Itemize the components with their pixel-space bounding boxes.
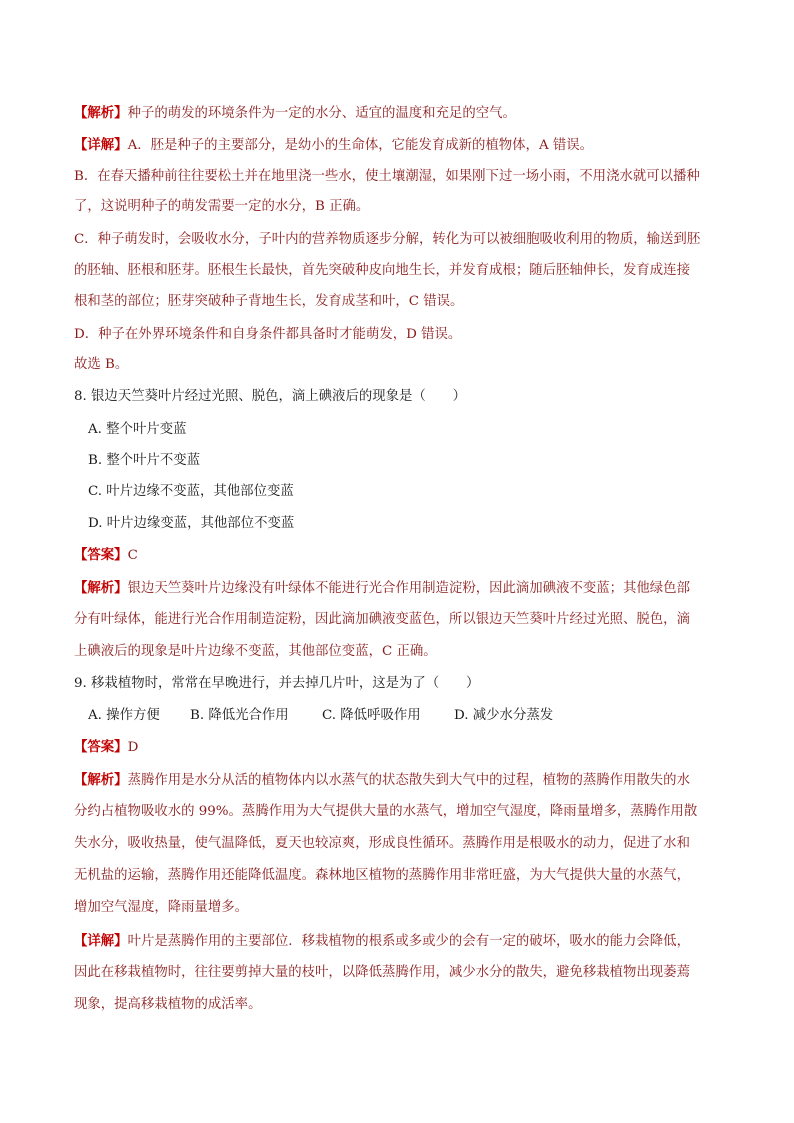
q8-option-d: D. 叶片边缘变蓝，其他部位不变蓝: [88, 516, 295, 531]
q8-answer-line: 【答案】C: [74, 547, 138, 563]
analysis-text: 无机盐的运输，蒸腾作用还能降低温度。森林地区植物的蒸腾作用非常旺盛，为大气提供大量的水蒸气，: [74, 868, 690, 883]
q8-option-b: B. 整个叶片不变蓝: [88, 453, 201, 468]
detail-text: B．在春天播种前往往要松土并在地里浇一些水，使土壤潮湿，如果刚下过一场小雨，不用浇水就可以播种: [74, 169, 700, 184]
q9-option-b: B. 降低光合作用: [190, 708, 289, 723]
tag-detail: 【详解】: [74, 137, 128, 153]
analysis-text: 上碘液后的现象是叶片边缘不变蓝，其他部位变蓝，C 正确。: [74, 644, 437, 659]
tag-analysis: 【解析】: [74, 580, 128, 596]
detail-text: D．种子在外界环境条件和自身条件都具备时才能萌发，D 错误。: [74, 327, 462, 342]
q8-option-a: A. 整个叶片变蓝: [88, 422, 187, 437]
tag-answer: 【答案】: [74, 739, 128, 755]
tag-answer: 【答案】: [74, 547, 128, 563]
detail-line: 【详解】A．胚是种子的主要部分，是幼小的生命体，它能发育成新的植物体，A 错误。: [74, 137, 594, 153]
q9-answer-line: 【答案】D: [74, 739, 139, 755]
detail-text: 的胚轴、胚根和胚芽。胚根生长最快，首先突破种皮向地生长，并发育成根；随后胚轴伸长，发育成连接: [74, 263, 690, 278]
q9-analysis-line: 【解析】蒸腾作用是水分从活的植物体内以水蒸气的状态散失到大气中的过程，植物的蒸腾作用散失的水: [74, 772, 690, 788]
q9-option-c: C. 降低呼吸作用: [322, 708, 421, 723]
analysis-line: 【解析】种子的萌发的环境条件为一定的水分、适宜的温度和充足的空气。: [74, 105, 516, 121]
tag-detail: 【详解】: [74, 933, 128, 949]
tag-analysis: 【解析】: [74, 772, 128, 788]
q9-option-a: A. 操作方便: [88, 708, 160, 723]
detail-text: 因此在移栽植物时，往往要剪掉大量的枝叶，以降低蒸腾作用，减少水分的散失，避免移栽植物出现萎蔫: [74, 965, 690, 980]
tag-analysis: 【解析】: [74, 105, 128, 121]
q8-analysis-line: 【解析】银边天竺葵叶片边缘没有叶绿体不能进行光合作用制造淀粉，因此滴加碘液不变蓝；其他绿色部: [74, 580, 690, 596]
q8-option-c: C. 叶片边缘不变蓝，其他部位变蓝: [88, 484, 294, 499]
detail-text: 根和茎的部位；胚芽突破种子背地生长，发育成茎和叶，C 错误。: [74, 294, 464, 309]
detail-text: 了，这说明种子的萌发需要一定的水分，B 正确。: [74, 199, 370, 214]
question-8-stem: 8. 银边天竺葵叶片经过光照、脱色，滴上碘液后的现象是（ ）: [74, 389, 466, 404]
analysis-text: 分约占植物吸收水的 99%。蒸腾作用为大气提供大量的水蒸气，增加空气湿度，降雨量增多，蒸腾作用散: [74, 804, 698, 819]
q9-option-d: D. 减少水分蒸发: [454, 708, 554, 723]
detail-text: 故选 B。: [74, 357, 129, 372]
analysis-text: 分有叶绿体，能进行光合作用制造淀粉，因此滴加碘液变蓝色，所以银边天竺葵叶片经过光照、脱色，滴: [74, 612, 690, 627]
detail-text: C．种子萌发时，会吸收水分，子叶内的营养物质逐步分解，转化为可以被细胞吸收利用的物质，输送到胚: [74, 232, 701, 247]
q9-detail-line: 【详解】叶片是蒸腾作用的主要部位．移栽植物的根系或多或少的会有一定的破坏，吸水的能力会降低，: [74, 933, 690, 949]
analysis-text: 失水分，吸收热量，使气温降低，夏天也较凉爽，形成良性循环。蒸腾作用是根吸水的动力，促进了水和: [74, 836, 690, 851]
detail-text: 现象，提高移栽植物的成活率。: [74, 997, 262, 1012]
question-9-stem: 9. 移栽植物时，常常在早晚进行，并去掉几片叶，这是为了（ ）: [74, 676, 480, 691]
analysis-text: 增加空气湿度，降雨量增多。: [74, 900, 249, 915]
